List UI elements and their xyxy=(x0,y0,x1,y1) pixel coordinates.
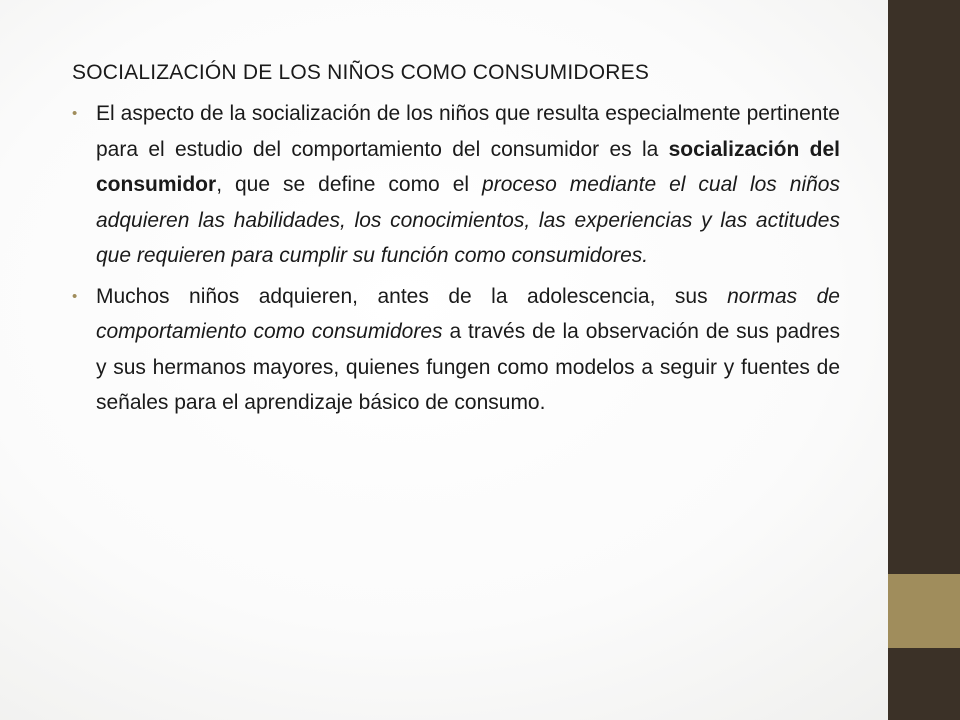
bullet-1-italic-definition: proceso mediante el cual los niños adquieren las habilidades, los conocimientos, las experiencias y las actitudes que requieren para cumplir su función como consumidores. xyxy=(96,173,840,267)
bullet-1-text-a: El aspecto de la socialización de los niños que resulta especialmente pertinente para el estudio del comportamiento del consumidor es la xyxy=(96,102,840,161)
slide-title: SOCIALIZACIÓN DE LOS NIÑOS COMO CONSUMIDORES xyxy=(72,61,650,84)
bullet-item-1 xyxy=(72,96,840,274)
bullet-2-text-a: Muchos niños adquieren, antes de la adolescencia, sus xyxy=(96,284,728,308)
bullet-list xyxy=(72,96,840,421)
sidebar-dark-top xyxy=(888,0,960,574)
bullet-item-2 xyxy=(72,279,840,421)
bullet-2-italic-term: normas de comportamiento como consumidores xyxy=(96,284,840,343)
slide-content xyxy=(72,56,840,426)
sidebar-accent-block xyxy=(888,574,960,648)
bullet-icon: • xyxy=(72,287,78,305)
bullet-2-text-b: a través de la observación de sus padres y sus hermanos mayores, quienes fungen como modelos a seguir y fuentes de señales para el aprendizaje básico de consumo. xyxy=(96,320,840,414)
bullet-1-text-b: , que se define como el xyxy=(216,173,483,196)
bullet-1-bold-term: socialización del consumidor xyxy=(96,137,840,196)
bullet-icon: • xyxy=(72,105,78,122)
sidebar-dark-bottom xyxy=(888,648,960,720)
